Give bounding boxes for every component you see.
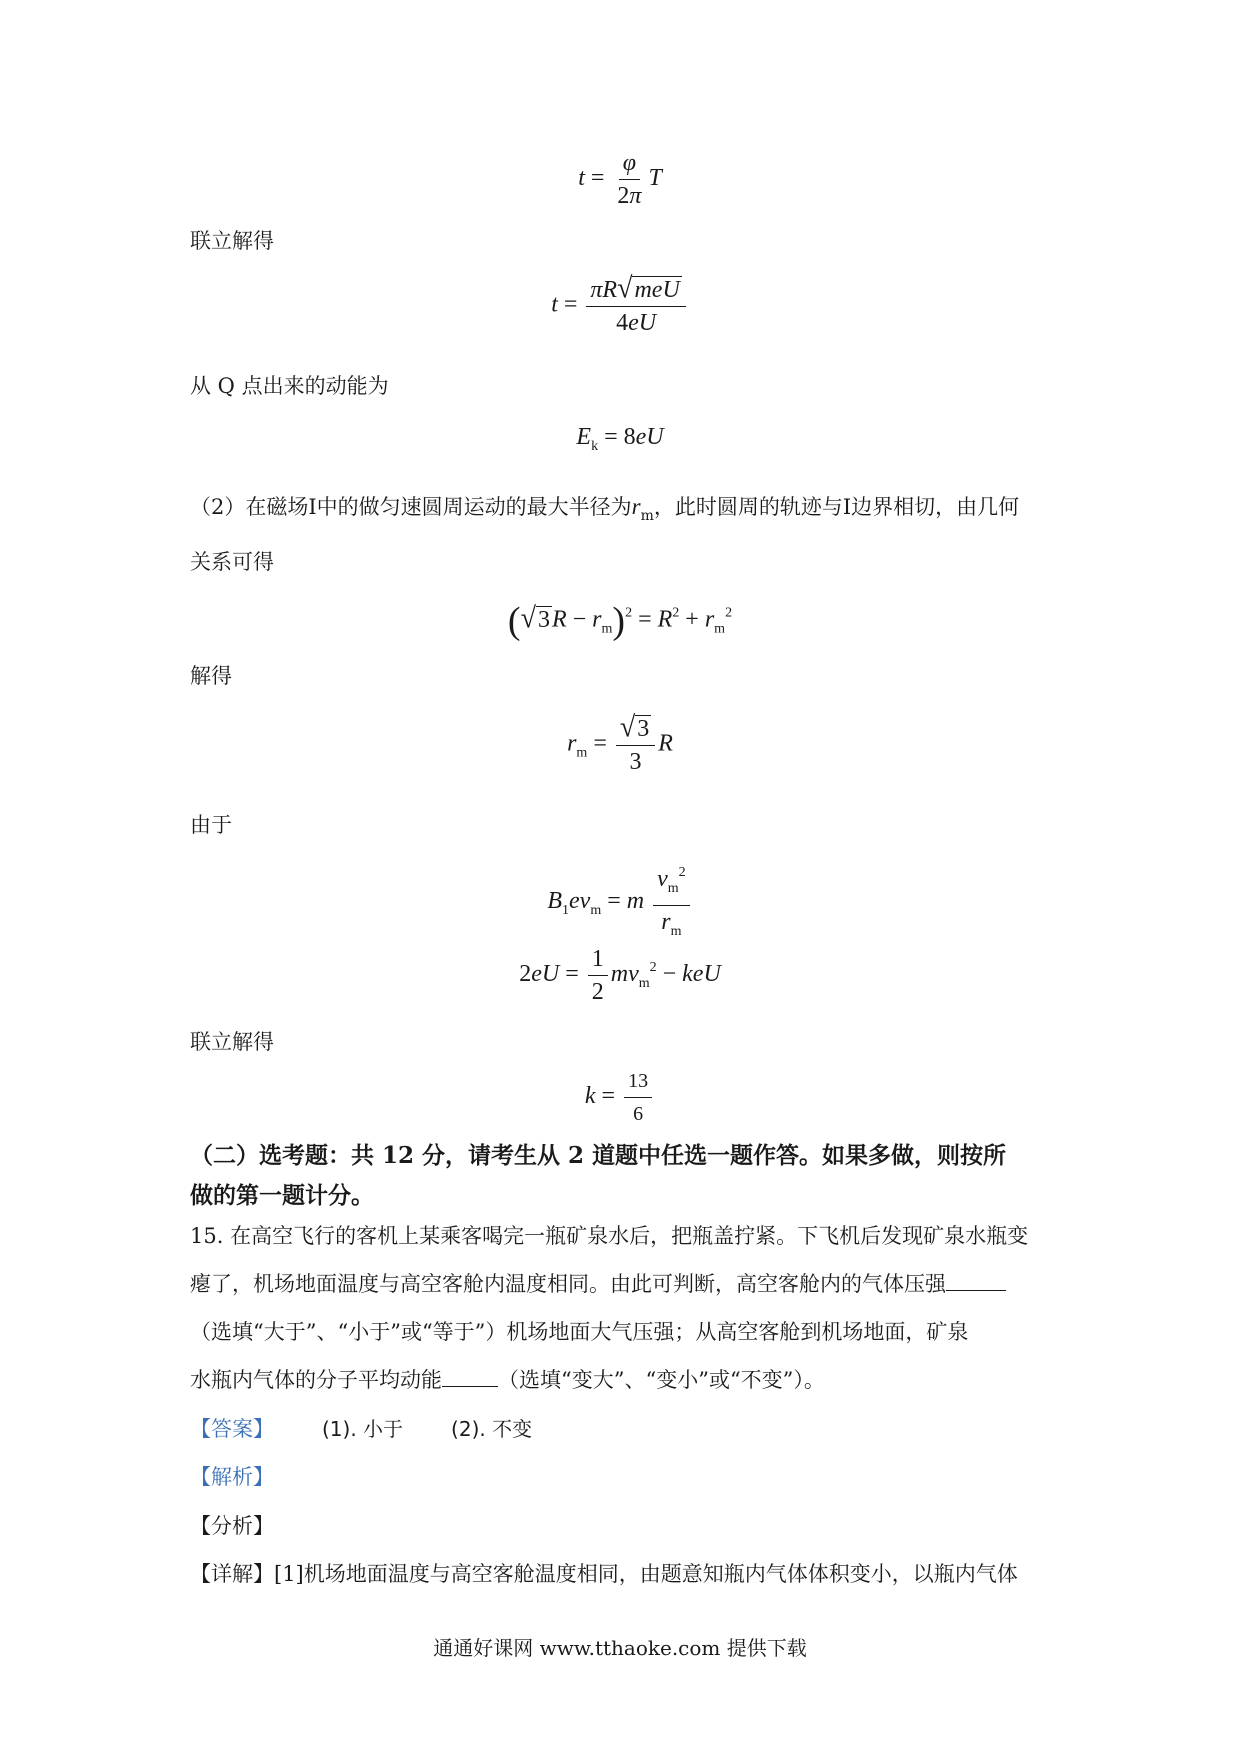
question-15-line2-text: 瘪了，机场地面温度与高空客舱内温度相同。由此可判断，高空客舱内的气体压强: [190, 1272, 946, 1296]
answer-item-2: (2). 不变: [451, 1417, 533, 1441]
equation-rm: $r_m$ = √ 3 3 R: [567, 711, 673, 775]
answer-blank-1: [946, 1272, 1006, 1291]
detail-tag: 【详解】: [190, 1562, 274, 1586]
text-youyu: 由于: [190, 813, 232, 837]
question-15-line4-options: （选填“变大”、“变小”或“不变”）。: [498, 1368, 825, 1392]
text-lianli-2: 联立解得: [190, 1030, 274, 1054]
part2-prefix: （2）在磁场I中的做匀速圆周运动的最大半径为: [190, 495, 632, 519]
answer-blank-2: [442, 1368, 498, 1387]
equation-ek: $E_k = 8eU$: [576, 424, 664, 454]
equation-energy: 2eU = $\frac{1}{2}$ $mv_m^2$ − keU: [519, 946, 721, 1005]
equation-t-result: t = πR √ meU 4eU: [0, 276, 1240, 336]
text-lianli-1: 联立解得: [190, 229, 274, 253]
section-heading-line2: 做的第一题计分。: [190, 1182, 374, 1209]
detail-text: [1]机场地面温度与高空客舱温度相同，由题意知瓶内气体体积变小，以瓶内气体: [274, 1562, 1018, 1586]
equation-k: k = $\frac{13}{6}$: [0, 1068, 1240, 1127]
fenxi-tag: 【分析】: [190, 1514, 274, 1538]
question-15-line4-text: 水瓶内气体的分子平均动能: [190, 1368, 442, 1392]
part2-suffix: ，此时圆周的轨迹与I边界相切，由几何: [653, 495, 1020, 519]
question-15-line1: 15. 在高空飞行的客机上某乘客喝完一瓶矿泉水后，把瓶盖拧紧。下飞机后发现矿泉水瓶变: [190, 1224, 1029, 1248]
section-heading-line1: （二）选考题：共 12 分，请考生从 2 道题中任选一题作答。如果多做，则按所: [190, 1142, 1007, 1169]
text-jiede: 解得: [190, 664, 232, 688]
analysis-tag: 【解析】: [190, 1465, 274, 1489]
question-15-line2: [190, 1269, 1060, 1299]
question-15-line4: [190, 1365, 1060, 1395]
text-part2-line2: 关系可得: [190, 550, 274, 574]
equation-lorentz: $B_1ev_m = m$ $\frac{v_m^2}{r_m}$: [0, 860, 1240, 945]
page-footer: 通通好课网 www.tthaoke.com 提供下载: [433, 1636, 807, 1660]
text-from-q: 从 Q 点出来的动能为: [190, 374, 389, 398]
question-15-line3: （选填“大于”、“小于”或“等于”）机场地面大气压强；从高空客舱到机场地面，矿泉: [190, 1320, 969, 1344]
answer-line: [190, 1414, 1060, 1444]
answer-tag: 【答案】: [190, 1417, 274, 1441]
answer-item-1: (1). 小于: [322, 1417, 404, 1441]
text-part2-line1: （2）在磁场I中的做匀速圆周运动的最大半径为$r_m$，此时圆周的轨迹与I边界相切，由几何: [190, 494, 1020, 524]
equation-t-phi: t = $\frac{\varphi}{2\pi}$ T: [578, 150, 662, 209]
detail-line: [190, 1559, 1060, 1589]
equation-geometry: ( √ 3 $R - r_m)^2 = R^2 + r_m^2$: [507, 600, 733, 642]
